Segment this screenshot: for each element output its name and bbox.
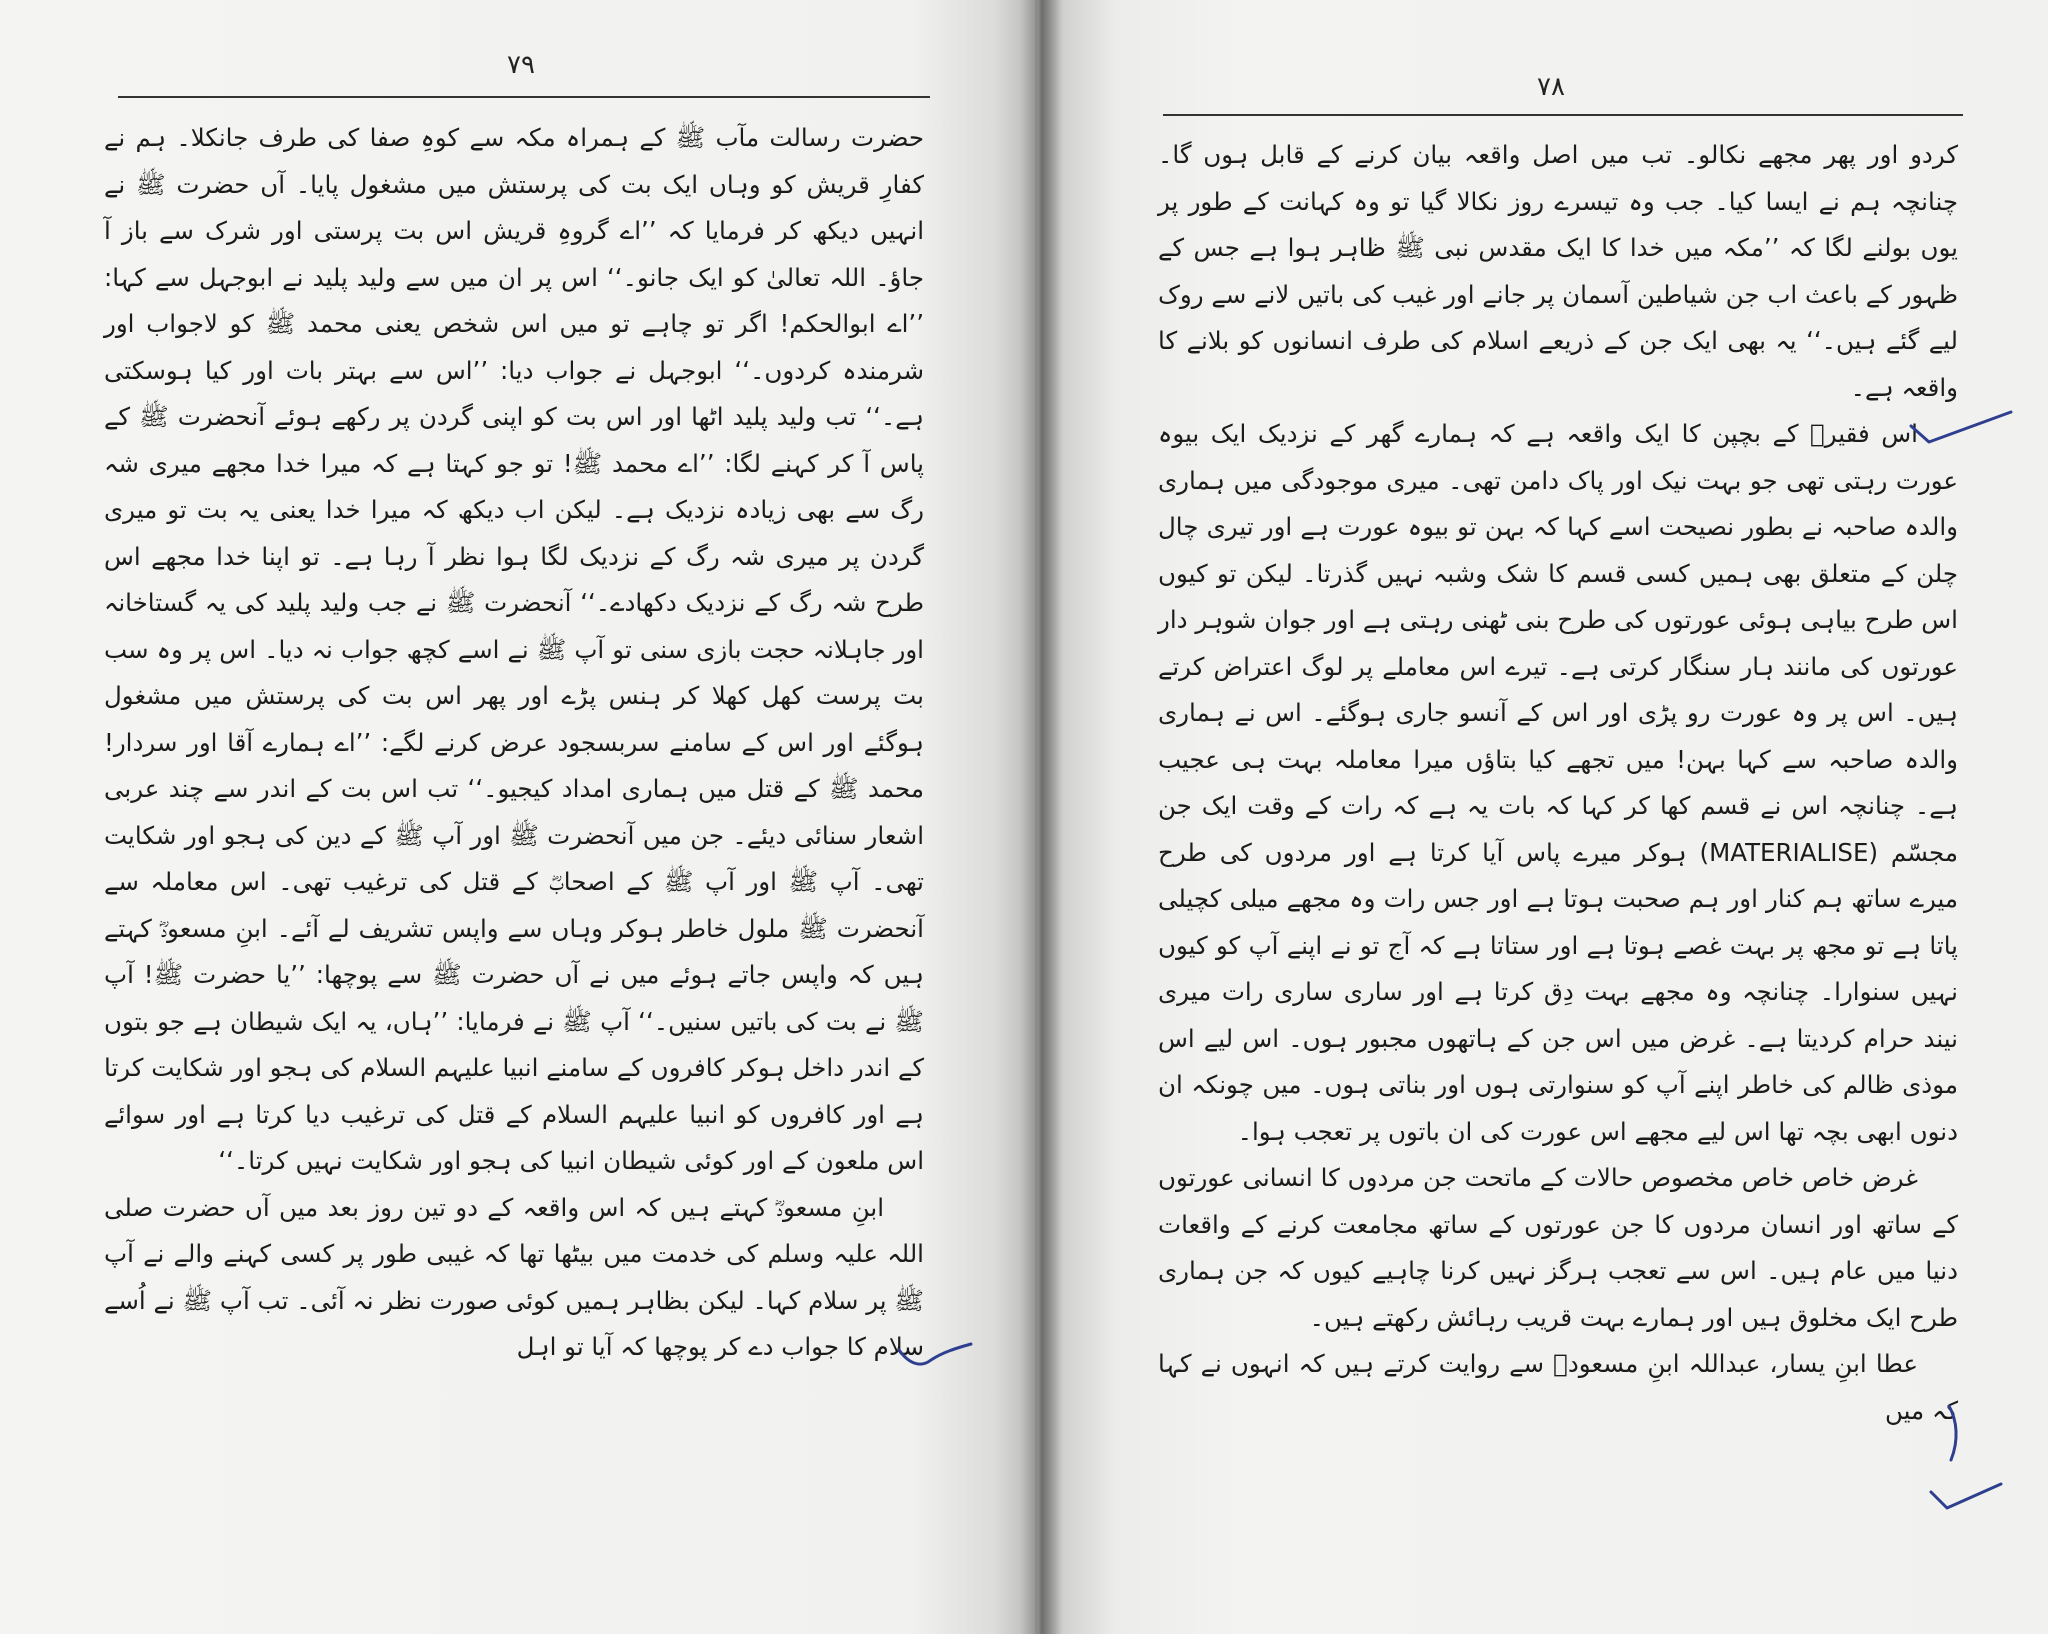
left-paragraph-1: حضرت رسالت مآب ﷺ کے ہمراہ مکہ سے کوہِ صفا کی طرف جانکلا۔ ہم نے کفارِ قریش کو وہاں ایک بت کی پرستش میں مشغول پایا۔ آں حضرت ﷺ نے انہیں دیکھ کر فرمایا کہ ’’اے گروہِ قریش اس بت پرستی اور شرک سے باز آ جاؤ۔ اللہ تعالیٰ کو ایک جانو۔‘‘ اس پر ان میں سے ولید پلید نے ابوجہل سے کہا: ’’اے ابوالحکم! اگر تو چاہے تو میں اس شخص یعنی محمد ﷺ کو لاجواب اور شرمندہ کردوں۔‘‘ ابوجہل نے جواب دیا: ’’اس سے بہتر بات اور کیا ہوسکتی ہے۔‘‘ تب ولید پلید اٹھا اور اس بت کو اپنی گردن پر رکھے ہوئے آنحضرت ﷺ کے پاس آ کر کہنے لگا: ’’اے محمد ﷺ! تو جو کہتا ہے کہ میرا خدا مجھے میری شہ رگ سے بھی زیادہ نزدیک ہے۔ لیکن اب دیکھ کہ میرا خدا یعنی یہ بت تو میری گردن پر میری شہ رگ کے نزدیک لگا ہوا نظر آ رہا ہے۔ تو اپنا خدا مجھے اس طرح شہ رگ کے نزدیک دکھادے۔‘‘ آنحضرت ﷺ نے جب ولید پلید کی یہ گستاخانہ اور جاہلانہ حجت بازی سنی تو آپ ﷺ نے اسے کچھ جواب نہ دیا۔ اس پر وہ سب بت پرست کھل کھلا کر ہنس پڑے اور پھر اس بت کی پرستش میں مشغول ہوگئے اور اس کے سامنے سربسجود عرض کرنے لگے: ’’اے ہمارے آقا اور سردار! محمد ﷺ کے قتل میں ہماری امداد کیجیو۔‘‘ تب اس بت کے اندر سے چند عربی اشعار سنائی دیئے۔ جن میں آنحضرت ﷺ اور آپ ﷺ کے دین کی ہجو اور شکایت تھی۔ آپ ﷺ اور آپ ﷺ کے اصحابؓ کے قتل کی ترغیب تھی۔ اس معاملہ سے آنحضرت ﷺ ملول خاطر ہوکر وہاں سے واپس تشریف لے آئے۔ ابنِ مسعودؓ کہتے ہیں کہ واپس جاتے ہوئے میں نے آں حضرت ﷺ سے پوچھا: ’’یا حضرت ﷺ! آپ ﷺ نے بت کی باتیں سنیں۔‘‘ آپ ﷺ نے فرمایا: ’’ہاں، یہ ایک شیطان ہے جو بتوں کے اندر داخل ہوکر کافروں کے سامنے انبیا علیہم السلام کی ہجو اور شکایت کرتا ہے اور کافروں کو انبیا علیہم السلام کے قتل کی ترغیب دیا کرتا ہے اور سوائے اس ملعون کے اور کوئی شیطان انبیا کی ہجو اور شکایت نہیں کرتا۔‘‘ (104, 123, 924, 1175)
pen-tick-mark-icon (1943, 1400, 2013, 1490)
right-header-rule (1163, 114, 1963, 116)
right-paragraph-1: کردو اور پھر مجھے نکالو۔ تب میں اصل واقعہ بیان کرنے کے قابل ہوں گا۔ چنانچہ ہم نے ایسا کیا۔ جب وہ تیسرے روز نکالا گیا تو وہ کہانت کے طور پر یوں بولنے لگا کہ ’’مکہ میں خدا کا ایک مقدس نبی ﷺ ظاہر ہوا ہے جس کے ظہور کے باعث اب جن شیاطین آسمان پر جانے اور غیب کی باتیں لانے سے روک لیے گئے ہیں۔‘‘ یہ بھی ایک جن کے ذریعے اسلام کی طرف انسانوں کو بلانے کا واقعہ ہے۔ (1158, 140, 1958, 402)
pen-tick-mark-icon (1927, 1478, 2007, 1528)
right-page-text (1158, 132, 1958, 1434)
pen-tick-mark-icon (1907, 408, 2017, 468)
left-header-rule (118, 96, 930, 98)
book-gutter-shadow (1020, 0, 1062, 1634)
left-page-text (104, 115, 924, 1371)
pen-tick-mark-icon (895, 1340, 975, 1380)
right-page-number: ۷۸ (1537, 72, 1565, 102)
left-paragraph-2: ابنِ مسعودؓ کہتے ہیں کہ اس واقعہ کے دو تین روز بعد میں آں حضرت صلی اللہ علیہ وسلم کی خدمت میں بیٹھا تھا کہ غیبی طور پر کسی کہنے والے نے آپ ﷺ پر سلام کہا۔ لیکن بظاہر ہمیں کوئی صورت نظر نہ آئی۔ تب آپ ﷺ نے اُسے سلام کا جواب دے کر پوچھا کہ آیا تو اہل (104, 1192, 924, 1361)
right-paragraph-2: اس فقیرؒ کے بچپن کا ایک واقعہ ہے کہ ہمارے گھر کے نزدیک ایک بیوہ عورت رہتی تھی جو بہت نیک اور پاک دامن تھی۔ میری موجودگی میں ہماری والدہ صاحبہ نے بطور نصیحت اسے کہا کہ بہن تو بیوہ عورت ہے اور تیری چال چلن کے متعلق بھی ہمیں کسی قسم کا شک وشبہ نہیں گذرتا۔ لیکن تو کیوں اس طرح بیاہی ہوئی عورتوں کی طرح بنی ٹھنی رہتی ہے اور جوان شوہر دار عورتوں کی مانند ہار سنگار کرتی ہے۔ تیرے اس معاملے پر لوگ اعتراض کرتے ہیں۔ اس پر وہ عورت رو پڑی اور اس کے آنسو جاری ہوگئے۔ اس نے ہماری والدہ صاحبہ سے کہا بہن! میں تجھے کیا بتاؤں میرا معاملہ بہت ہی عجیب ہے۔ چنانچہ اس نے قسم کھا کر کہا کہ بات یہ ہے کہ رات کے وقت ایک جن مجسّم (MATERIALISE) ہوکر میرے پاس آیا کرتا ہے اور مردوں کی طرح میرے ساتھ ہم کنار اور ہم صحبت ہوتا ہے اور جس رات وہ مجھے میلی کچیلی پاتا ہے تو مجھ پر بہت غصے ہوتا ہے اور ستاتا ہے کہ آج تو نے اپنے آپ کو کیوں نہیں سنوارا۔ چنانچہ وہ مجھے بہت دِق کرتا ہے اور ساری ساری رات میری نیند حرام کردیتا ہے۔ غرض میں اس جن کے ہاتھوں مجبور ہوں۔ اس لیے اس موذی ظالم کی خاطر اپنے آپ کو سنوارتی ہوں اور بناتی ہوں۔ میں چونکہ ان دنوں ابھی بچہ تھا اس لیے مجھے اس عورت کی ان باتوں پر تعجب ہوا۔ (1158, 419, 1958, 1146)
left-page-number: ۷۹ (507, 50, 535, 80)
right-paragraph-4: عطا ابنِ یسار، عبداللہ ابنِ مسعودؓ سے روایت کرتے ہیں کہ انہوں نے کہا کہ میں (1158, 1349, 1958, 1425)
right-paragraph-3: غرض خاص خاص مخصوص حالات کے ماتحت جن مردوں کا انسانی عورتوں کے ساتھ اور انسان مردوں کا جن عورتوں کے ساتھ مجامعت کرنے کے واقعات دنیا میں عام ہیں۔ اس سے تعجب ہرگز نہیں کرنا چاہیے کیوں کہ جن ہماری طرح ایک مخلوق ہیں اور ہمارے بہت قریب رہائش رکھتے ہیں۔ (1158, 1163, 1958, 1332)
right-page (1035, 0, 2048, 1634)
